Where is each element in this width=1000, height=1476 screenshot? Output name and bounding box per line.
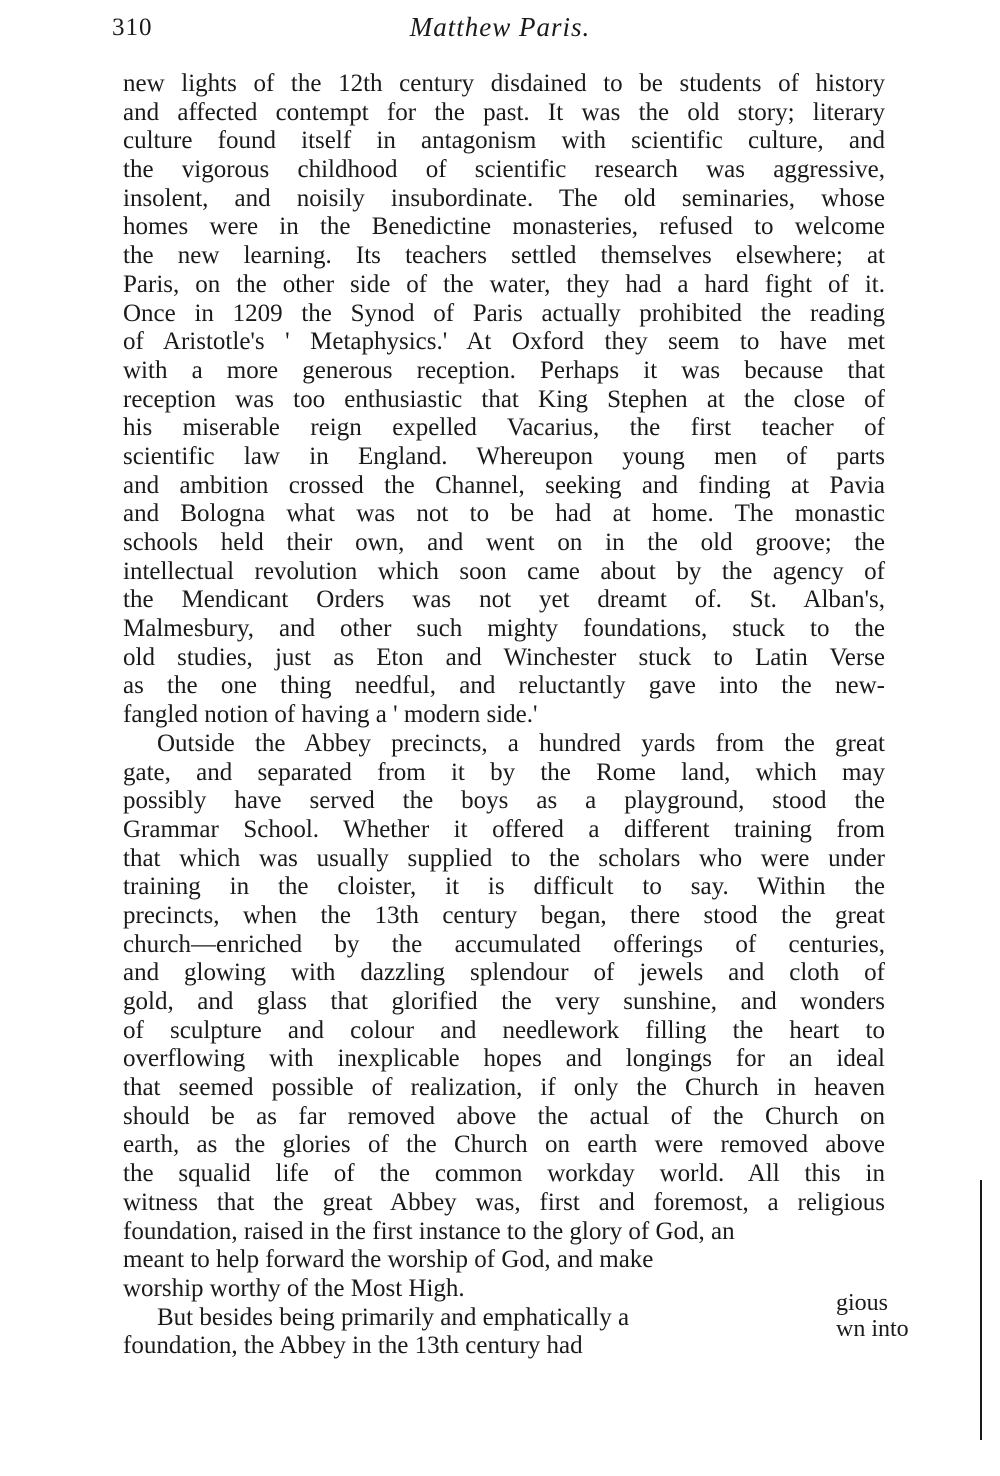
text-line: and Bologna what was not to be had at home. The monastic (123, 500, 885, 528)
text-line: insolent, and noisily insubordinate. The old seminaries, whose (123, 184, 885, 212)
text-line: homes were in the Benedictine monasteries, refused to welcome (123, 213, 885, 241)
text-line: the vigorous childhood of scientific research was aggressive, (123, 156, 885, 184)
text-line: Paris, on the other side of the water, they had a hard fight of it. (123, 270, 885, 298)
text-line: witness that the great Abbey was, first and foremost, a religious (123, 1188, 885, 1216)
text-line: old studies, just as Eton and Winchester stuck to Latin Verse (123, 643, 885, 671)
text-line: foundation, raised in the first instance to the glory of God, an (123, 1217, 735, 1245)
text-line: reception was too enthusiastic that King Stephen at the close of (123, 385, 885, 413)
text-line: fangled notion of having a ' modern side.' (123, 701, 538, 729)
text-line: possibly have served the boys as a playground, stood the (123, 787, 885, 815)
text-line: new lights of the 12th century disdained to be students of history (123, 70, 885, 97)
text-line: overflowing with inexplicable hopes and longings for an ideal (123, 1045, 885, 1073)
text-line: the squalid life of the common workday world. All this in (123, 1160, 885, 1188)
body-text (123, 70, 885, 1361)
paragraph-2 (123, 730, 885, 1304)
text-line: that which was usually supplied to the scholars who were under (123, 844, 885, 872)
text-line: with a more generous reception. Perhaps it was because that (123, 356, 885, 384)
margin-fragment: gious (836, 1290, 889, 1316)
text-line: schools held their own, and went on in the old groove; the (123, 529, 885, 556)
text-line: Grammar School. Whether it offered a different training from (123, 815, 885, 843)
paragraph-1 (123, 70, 885, 730)
text-line: and affected contempt for the past. It was the old story; literary (123, 98, 885, 126)
text-line: Malmesbury, and other such mighty foundations, stuck to the (123, 615, 885, 643)
text-line: precincts, when the 13th century began, there stood the great (123, 901, 885, 929)
text-line: meant to help forward the worship of God, and make (123, 1246, 654, 1274)
text-line: scientific law in England. Whereupon young men of parts (123, 442, 885, 470)
running-head: Matthew Paris. (409, 12, 591, 42)
text-line: of Aristotle's ' Metaphysics.' At Oxford they seem to have met (123, 328, 885, 356)
text-line: intellectual revolution which soon came about by the agency of (123, 557, 885, 585)
text-line: and ambition crossed the Channel, seeking and finding at Pavia (123, 471, 885, 499)
text-line: should be as far removed above the actual of the Church on (123, 1102, 885, 1130)
text-line: gold, and glass that glorified the very sunshine, and wonders (123, 988, 885, 1015)
page-number: 310 (112, 14, 153, 41)
text-line: Outside the Abbey precincts, a hundred yards from the great (157, 729, 885, 757)
text-line: the new learning. Its teachers settled themselves elsewhere; at (123, 242, 885, 270)
text-line: his miserable reign expelled Vacarius, the first teacher of (123, 414, 885, 442)
page-edge-rule (980, 1180, 982, 1440)
paragraph-3 (123, 1304, 885, 1361)
text-line: But besides being primarily and emphatically a (157, 1303, 630, 1331)
text-line: and glowing with dazzling splendour of jewels and cloth of (123, 959, 885, 987)
text-line: culture found itself in antagonism with scientific culture, and (123, 127, 885, 155)
text-line: worship worthy of the Most High. (123, 1274, 465, 1302)
margin-fragment: wn into (836, 1316, 909, 1342)
text-line: training in the cloister, it is difficult to say. Within the (123, 873, 885, 901)
text-line: that seemed possible of realization, if only the Church in heaven (123, 1074, 885, 1102)
text-line: earth, as the glories of the Church on earth were removed above (123, 1131, 885, 1159)
text-line: Once in 1209 the Synod of Paris actually prohibited the reading (123, 299, 885, 327)
text-line: church—enriched by the accumulated offerings of centuries, (123, 930, 885, 958)
text-line: the Mendicant Orders was not yet dreamt of. St. Alban's, (123, 586, 885, 614)
text-line: foundation, the Abbey in the 13th century had (123, 1332, 583, 1360)
text-line: gate, and separated from it by the Rome land, which may (123, 758, 885, 786)
text-line: of sculpture and colour and needlework filling the heart to (123, 1016, 885, 1044)
text-line: as the one thing needful, and reluctantly gave into the new- (123, 672, 885, 700)
